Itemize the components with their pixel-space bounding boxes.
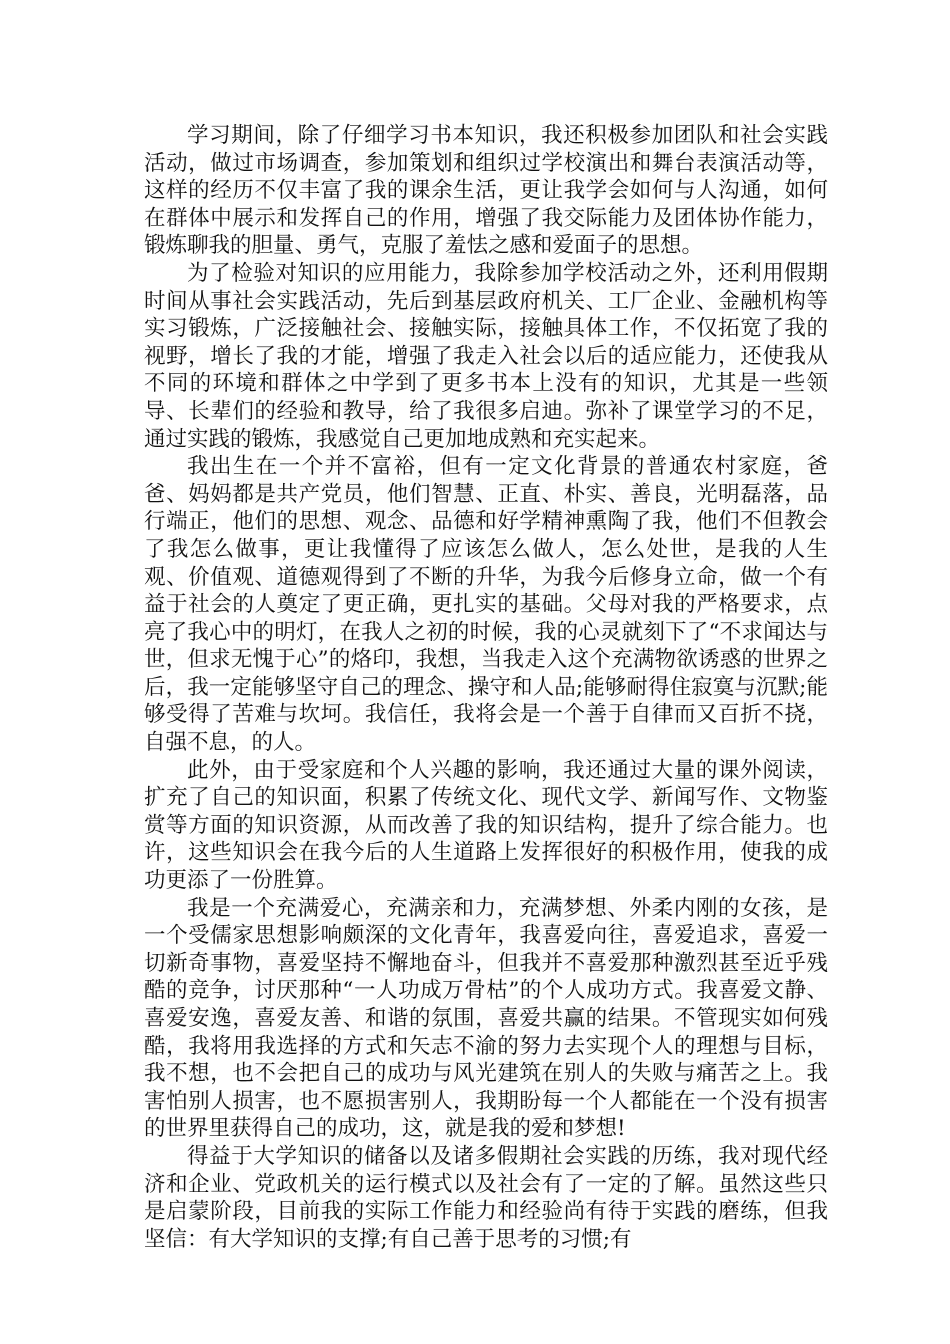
- paragraph-1: 学习期间，除了仔细学习书本知识，我还积极参加团队和社会实践活动，做过市场调查，参加策划和组织过学校演出和舞台表演活动等，这样的经历不仅丰富了我的课余生活，更让我学会如何与人沟通，如何在群体中展示和发挥自己的作用，增强了我交际能力及团体协作能力，锻炼聊我的胆量、勇气，克服了羞怯之感和爱面子的思想。: [144, 123, 828, 259]
- paragraph-3: 我出生在一个并不富裕，但有一定文化背景的普通农村家庭，爸爸、妈妈都是共产党员，他们智慧、正直、朴实、善良，光明磊落，品行端正，他们的思想、观念、品德和好学精神熏陶了我，他们不但教会了我怎么做事，更让我懂得了应该怎么做人，怎么处世，是我的人生观、价值观、道德观得到了不断的升华，为我今后修身立命，做一个有益于社会的人奠定了更正确，更扎实的基础。父母对我的严格要求，点亮了我心中的明灯，在我人之初的时候，我的心灵就刻下了“不求闻达与世，但求无愧于心”的烙印，我想，当我走入这个充满物欲诱惑的世界之后，我一定能够坚守自己的理念、操守和人品;能够耐得住寂寞与沉默;能够受得了苦难与坎坷。我信任，我将会是一个善于自律而又百折不挠，自强不息，的人。: [144, 454, 828, 756]
- paragraph-4: 此外，由于受家庭和个人兴趣的影响，我还通过大量的课外阅读，扩充了自己的知识面，积累了传统文化、现代文学、新闻写作、文物鉴赏等方面的知识资源，从而改善了我的知识结构，提升了综合能力。也许，这些知识会在我今后的人生道路上发挥很好的积极作用，使我的成功更添了一份胜算。: [144, 757, 828, 894]
- paragraph-5: 我是一个充满爱心，充满亲和力，充满梦想、外柔内刚的女孩，是一个受儒家思想影响颇深的文化青年，我喜爱向往，喜爱追求，喜爱一切新奇事物，喜爱坚持不懈地奋斗，但我并不喜爱那种激烈甚至近乎残酷的竞争，讨厌那种“一人功成万骨枯”的个人成功方式。我喜爱文静、喜爱安逸，喜爱友善、和谐的氛围，喜爱共赢的结果。不管现实如何残酷，我将用我选择的方式和矢志不渝的努力去实现个人的理想与目标，我不想，也不会把自己的成功与风光建筑在别人的失败与痛苦之上。我害怕别人损害，也不愿损害别人，我期盼每一个人都能在一个没有损害的世界里获得自己的成功，这，就是我的爱和梦想!: [144, 895, 828, 1142]
- paragraph-2: 为了检验对知识的应用能力，我除参加学校活动之外，还利用假期时间从事社会实践活动，先后到基层政府机关、工厂企业、金融机构等实习锻炼，广泛接触社会、接触实际，接触具体工作，不仅拓宽了我的视野，增长了我的才能，增强了我走入社会以后的适应能力，还使我从不同的环境和群体之中学到了更多书本上没有的知识，尤其是一些领导、长辈们的经验和教导，给了我很多启迪。弥补了课堂学习的不足，通过实践的锻炼，我感觉自己更加地成熟和充实起来。: [144, 260, 828, 452]
- paragraph-6: 得益于大学知识的储备以及诸多假期社会实践的历练，我对现代经济和企业、党政机关的运行模式以及社会有了一定的了解。虽然这些只是启蒙阶段，目前我的实际工作能力和经验尚有待于实践的磨练，但我坚信：有大学知识的支撑;有自己善于思考的习惯;有: [144, 1143, 828, 1252]
- document-body: [144, 122, 828, 1253]
